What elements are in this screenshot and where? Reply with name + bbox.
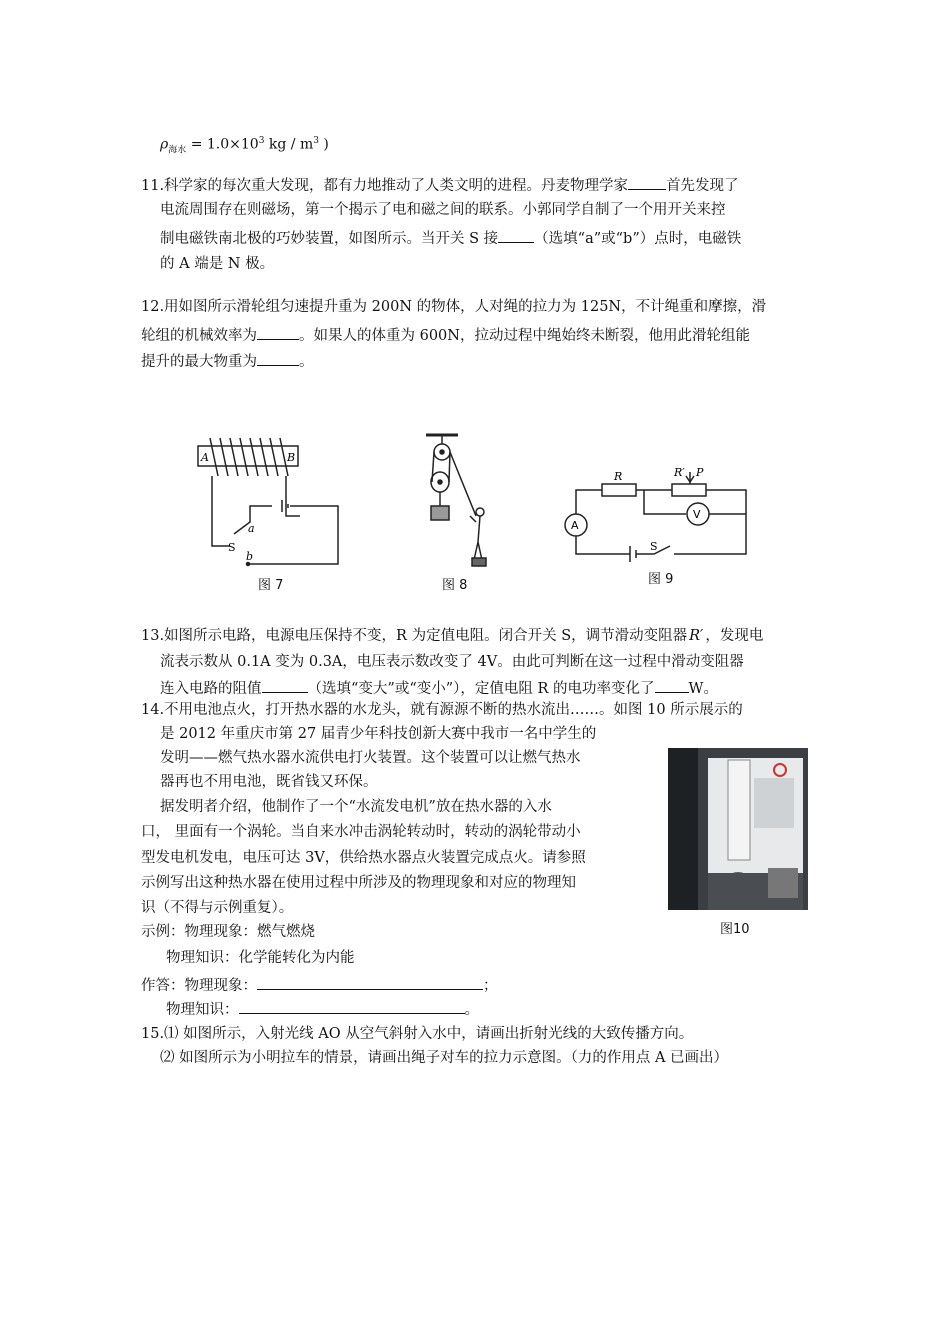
figure-7-caption: 图 7 [258, 578, 284, 593]
switch-label: S [650, 540, 658, 553]
answer-blank [257, 350, 299, 366]
switch-contact-b: b [246, 550, 254, 563]
answer-blank [628, 174, 666, 190]
answer-blank [262, 677, 308, 693]
answer-blank [655, 677, 689, 693]
ammeter-label: A [571, 519, 579, 532]
answer-blank [498, 227, 534, 243]
rheostat-label: R′ [674, 466, 685, 479]
figure-9-caption: 图 9 [648, 572, 674, 587]
figure-8-caption: 图 8 [442, 578, 468, 593]
answer-blank [257, 324, 299, 340]
voltmeter-label: V [693, 508, 701, 521]
answer-blank [239, 998, 465, 1014]
figure-10-photo [668, 748, 808, 910]
density-formula: $\rho_{海水} = 1.0\times 10^3$ kg / $m^3$ ) [160, 136, 329, 156]
resistor-r-label: R [614, 470, 623, 483]
figure-10-caption: 图10 [720, 922, 750, 937]
switch-s: S [228, 541, 236, 554]
label-a: A [201, 451, 209, 464]
switch-contact-a: a [248, 522, 255, 535]
slider-p-label: P [696, 466, 704, 479]
figure-7-electromagnet [190, 434, 355, 594]
figure-9-circuit [562, 462, 762, 572]
answer-blank [257, 974, 483, 990]
label-b: B [287, 451, 296, 464]
figure-8-pulley [418, 430, 498, 570]
